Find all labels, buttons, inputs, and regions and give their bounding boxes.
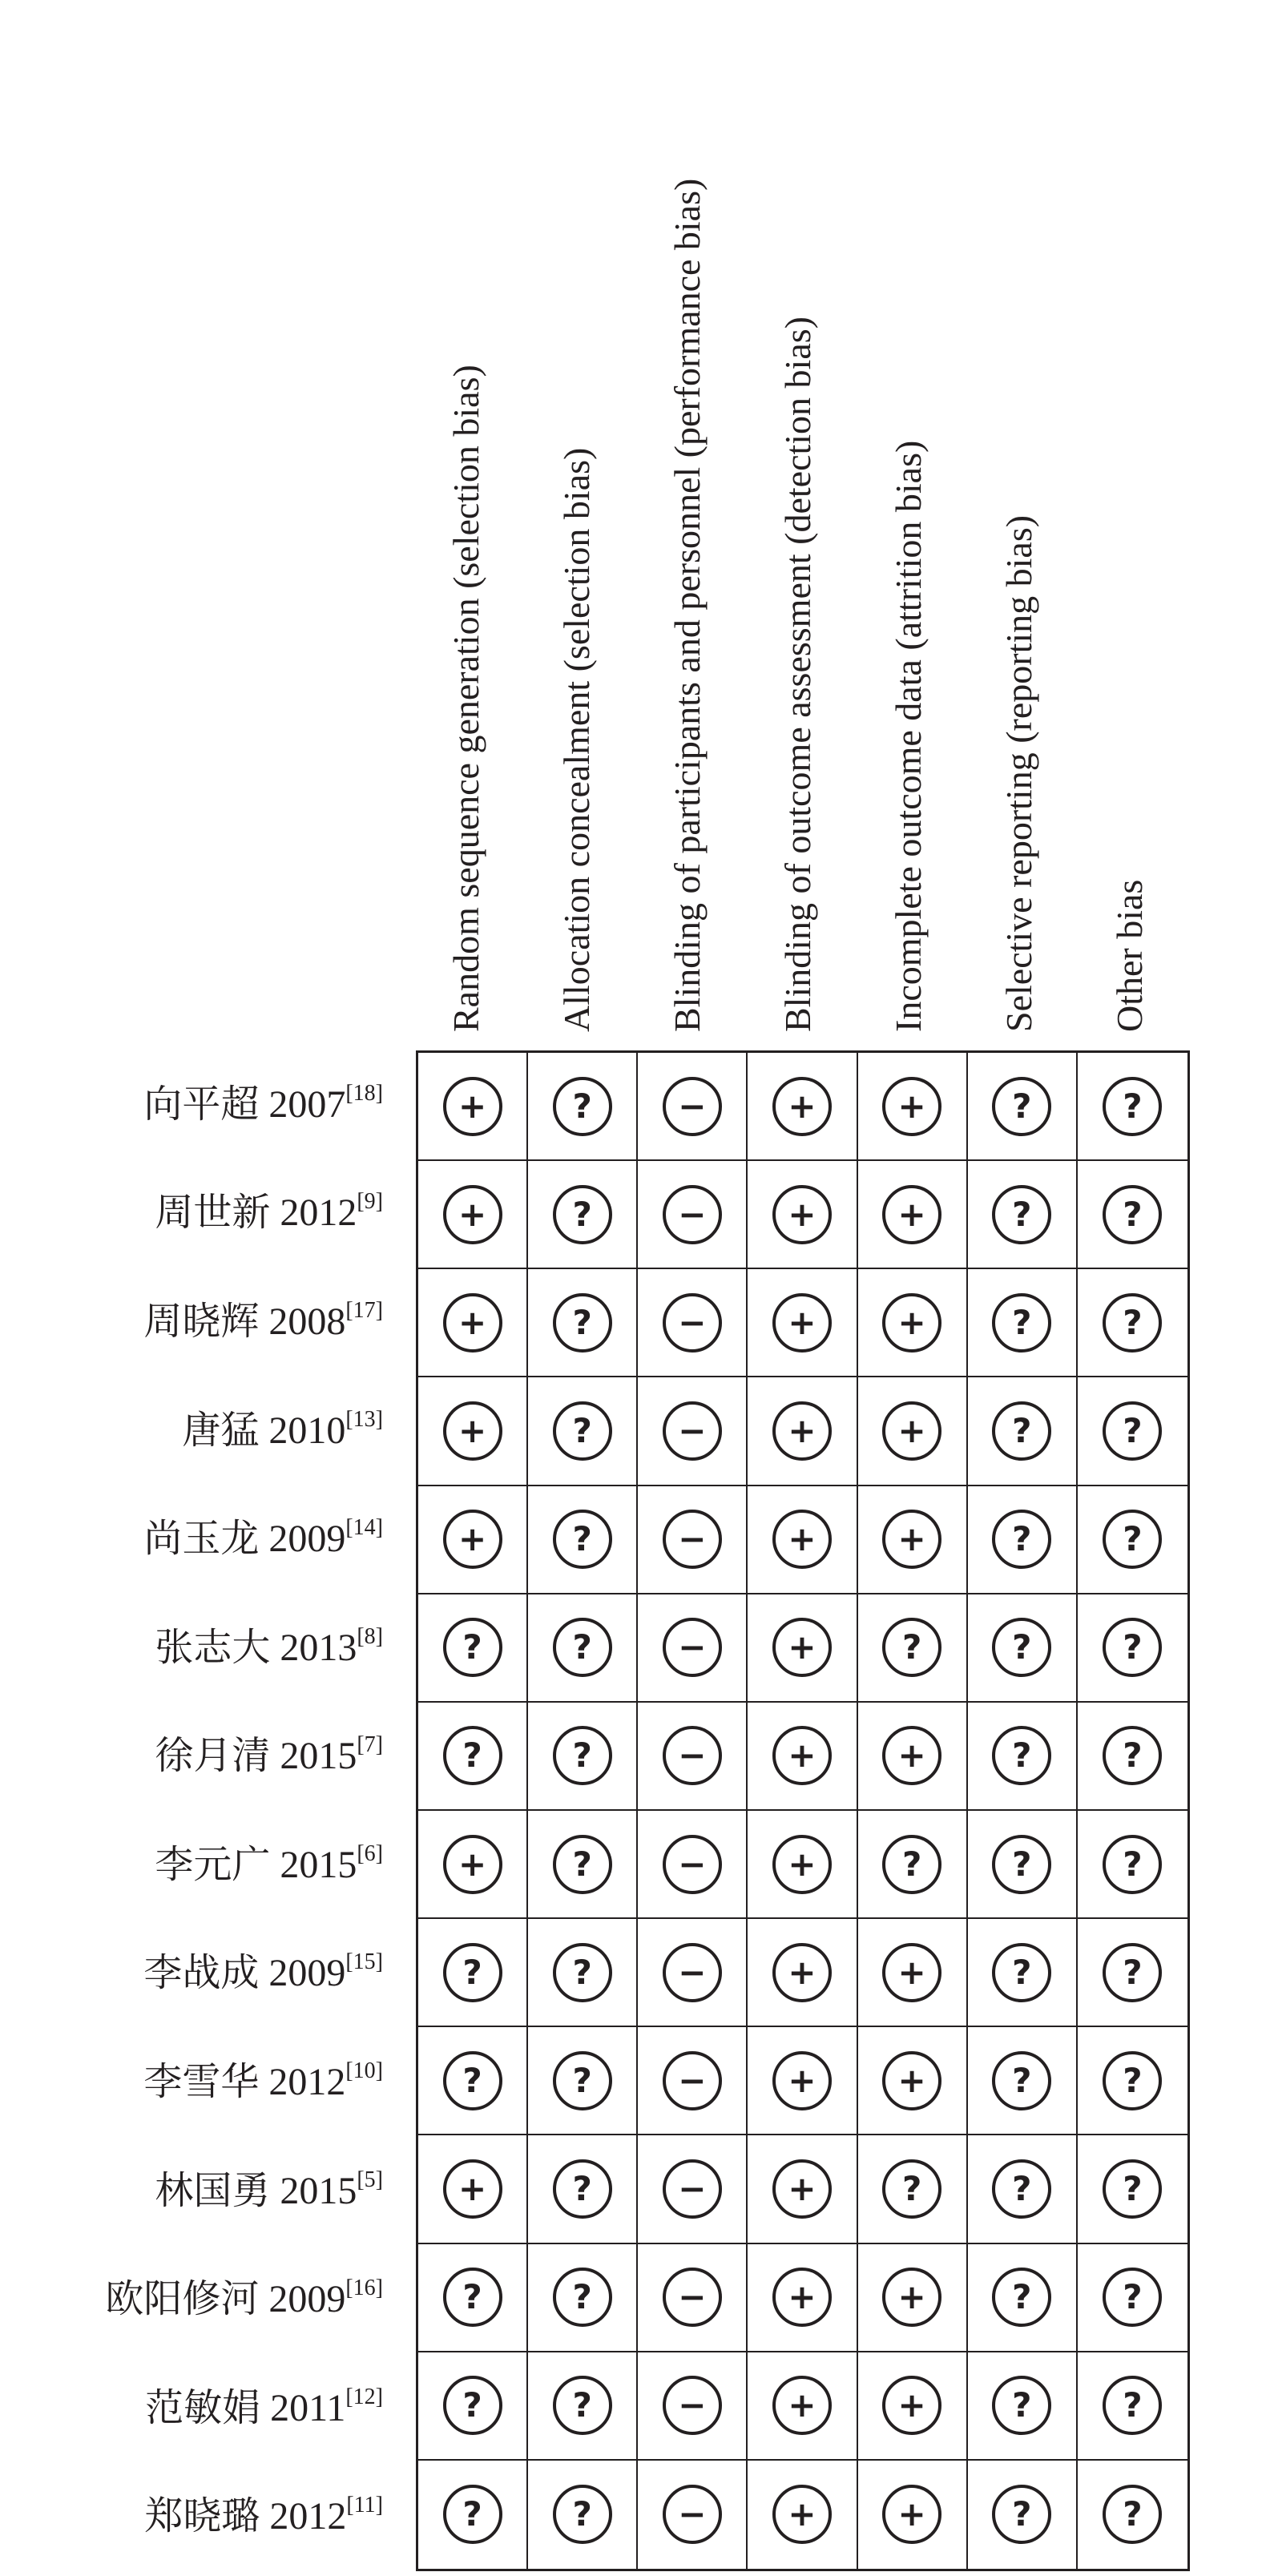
grid-cell <box>1078 1703 1187 1811</box>
study-label <box>0 1080 383 1126</box>
grid-cell <box>968 1703 1078 1811</box>
low-risk-icon: + <box>882 2376 941 2435</box>
unclear-risk-icon: ? <box>443 1618 502 1677</box>
high-risk-icon: − <box>663 1077 722 1136</box>
column-header-label: Blinding of outcome assessment (detection bias) <box>777 316 818 1032</box>
high-risk-icon: − <box>663 2485 722 2544</box>
high-risk-icon: − <box>663 1726 722 1785</box>
grid-cell <box>638 1486 748 1594</box>
grid-cell <box>1078 2352 1187 2461</box>
high-risk-icon: − <box>663 2159 722 2219</box>
unclear-risk-icon: ? <box>882 2159 941 2219</box>
low-risk-icon: + <box>772 1185 832 1244</box>
grid-cell <box>968 2461 1078 2569</box>
grid-cell <box>418 1919 528 2027</box>
low-risk-icon: + <box>772 1510 832 1569</box>
low-risk-icon: + <box>772 1293 832 1353</box>
unclear-risk-icon: ? <box>1103 1401 1162 1461</box>
high-risk-icon: − <box>663 1618 722 1677</box>
study-name: 周晓辉 2008 <box>143 1300 346 1343</box>
grid-cell <box>418 1269 528 1377</box>
unclear-risk-icon: ? <box>1103 1943 1162 2002</box>
grid-cell <box>748 1269 857 1377</box>
grid-cell <box>528 2027 638 2135</box>
grid-cell <box>748 2352 857 2461</box>
grid-cell <box>1078 1053 1187 1161</box>
grid-cell <box>1078 1269 1187 1377</box>
grid-cell <box>418 1486 528 1594</box>
low-risk-icon: + <box>882 2268 941 2327</box>
grid-cell <box>968 1161 1078 1269</box>
unclear-risk-icon: ? <box>1103 1726 1162 1785</box>
unclear-risk-icon: ? <box>553 2159 612 2219</box>
study-label <box>0 1189 383 1235</box>
study-label <box>0 1732 383 1778</box>
unclear-risk-icon: ? <box>553 1077 612 1136</box>
grid-cell <box>528 2461 638 2569</box>
unclear-risk-icon: ? <box>443 2376 502 2435</box>
unclear-risk-icon: ? <box>553 1185 612 1244</box>
study-label <box>0 1297 383 1343</box>
study-reference: [14] <box>345 1515 383 1541</box>
study-name: 欧阳修河 2009 <box>105 2278 346 2321</box>
unclear-risk-icon: ? <box>553 2051 612 2110</box>
grid-cell <box>528 2244 638 2352</box>
grid-cell <box>748 1703 857 1811</box>
high-risk-icon: − <box>663 2376 722 2435</box>
grid-cell <box>1078 1377 1187 1486</box>
unclear-risk-icon: ? <box>443 2268 502 2327</box>
high-risk-icon: − <box>663 2268 722 2327</box>
study-label <box>0 1840 383 1886</box>
column-header-label: Allocation concealment (selection bias) <box>556 447 597 1032</box>
grid-cell <box>418 1161 528 1269</box>
grid-cell <box>528 1486 638 1594</box>
grid-cell <box>528 2352 638 2461</box>
grid-cell <box>1078 1486 1187 1594</box>
grid-cell <box>638 2135 748 2243</box>
grid-cell <box>528 1377 638 1486</box>
grid-cell <box>748 2244 857 2352</box>
study-name: 李雪华 2012 <box>143 2060 346 2103</box>
grid-cell <box>638 2352 748 2461</box>
grid-cell <box>528 1594 638 1703</box>
low-risk-icon: + <box>772 2268 832 2327</box>
grid-cell <box>968 2352 1078 2461</box>
grid-cell <box>1078 1811 1187 1919</box>
study-label <box>0 1406 383 1452</box>
unclear-risk-icon: ? <box>553 1726 612 1785</box>
study-label <box>0 2276 383 2321</box>
grid-cell <box>528 1919 638 2027</box>
grid-cell <box>638 1053 748 1161</box>
unclear-risk-icon: ? <box>1103 1185 1162 1244</box>
grid-cell <box>638 1269 748 1377</box>
grid-cell <box>1078 2135 1187 2243</box>
unclear-risk-icon: ? <box>992 2485 1051 2544</box>
study-name: 郑晓璐 2012 <box>144 2495 347 2538</box>
low-risk-icon: + <box>772 2485 832 2544</box>
unclear-risk-icon: ? <box>882 1835 941 1894</box>
grid-cell <box>528 2135 638 2243</box>
unclear-risk-icon: ? <box>882 1618 941 1677</box>
low-risk-icon: + <box>772 1835 832 1894</box>
grid-cell <box>638 1594 748 1703</box>
unclear-risk-icon: ? <box>1103 2376 1162 2435</box>
low-risk-icon: + <box>772 2159 832 2219</box>
study-reference: [18] <box>345 1080 383 1106</box>
grid-cell <box>528 1703 638 1811</box>
grid-cell <box>968 1811 1078 1919</box>
unclear-risk-icon: ? <box>553 1401 612 1461</box>
study-label <box>0 2058 383 2103</box>
unclear-risk-icon: ? <box>992 2159 1051 2219</box>
study-label <box>0 1515 383 1561</box>
unclear-risk-icon: ? <box>992 1618 1051 1677</box>
low-risk-icon: + <box>443 1510 502 1569</box>
grid-cell <box>968 1594 1078 1703</box>
unclear-risk-icon: ? <box>992 2051 1051 2110</box>
grid-cell <box>858 1377 968 1486</box>
study-name: 尚玉龙 2009 <box>143 1518 346 1561</box>
grid-cell <box>418 1811 528 1919</box>
column-header-label: Selective reporting (reporting bias) <box>998 514 1039 1032</box>
grid-cell <box>1078 1161 1187 1269</box>
grid-cell <box>748 1161 857 1269</box>
grid-cell <box>968 1919 1078 2027</box>
grid-cell <box>528 1053 638 1161</box>
grid-cell <box>968 1269 1078 1377</box>
low-risk-icon: + <box>772 1618 832 1677</box>
study-reference: [10] <box>345 2058 383 2083</box>
grid-cell <box>528 1269 638 1377</box>
unclear-risk-icon: ? <box>1103 2485 1162 2544</box>
high-risk-icon: − <box>663 1293 722 1353</box>
grid-cell <box>748 1919 857 2027</box>
unclear-risk-icon: ? <box>443 1943 502 2002</box>
low-risk-icon: + <box>882 2485 941 2544</box>
grid-cell <box>968 1486 1078 1594</box>
low-risk-icon: + <box>882 1077 941 1136</box>
study-reference: [8] <box>357 1623 383 1649</box>
grid-cell <box>858 2244 968 2352</box>
study-name: 李战成 2009 <box>143 1952 346 1995</box>
study-name: 张志大 2013 <box>155 1626 357 1669</box>
unclear-risk-icon: ? <box>553 1510 612 1569</box>
grid-cell <box>748 1377 857 1486</box>
study-reference: [16] <box>345 2276 383 2301</box>
study-label <box>0 2493 383 2538</box>
unclear-risk-icon: ? <box>553 1293 612 1353</box>
study-name: 范敏娟 2011 <box>145 2386 346 2429</box>
grid-cell <box>968 1377 1078 1486</box>
grid-cell <box>1078 2461 1187 2569</box>
unclear-risk-icon: ? <box>553 2268 612 2327</box>
grid-cell <box>418 2135 528 2243</box>
unclear-risk-icon: ? <box>992 1943 1051 2002</box>
grid-cell <box>858 2135 968 2243</box>
unclear-risk-icon: ? <box>992 1726 1051 1785</box>
unclear-risk-icon: ? <box>553 2485 612 2544</box>
grid-cell <box>418 2244 528 2352</box>
high-risk-icon: − <box>663 1510 722 1569</box>
study-label <box>0 1623 383 1669</box>
study-reference: [7] <box>357 1732 383 1758</box>
grid-cell <box>858 1053 968 1161</box>
low-risk-icon: + <box>772 1401 832 1461</box>
unclear-risk-icon: ? <box>1103 1618 1162 1677</box>
low-risk-icon: + <box>772 1726 832 1785</box>
low-risk-icon: + <box>882 1293 941 1353</box>
high-risk-icon: − <box>663 1835 722 1894</box>
grid-cell <box>1078 2244 1187 2352</box>
unclear-risk-icon: ? <box>992 1185 1051 1244</box>
low-risk-icon: + <box>882 2051 941 2110</box>
low-risk-icon: + <box>443 1185 502 1244</box>
unclear-risk-icon: ? <box>992 1401 1051 1461</box>
grid-cell <box>748 2461 857 2569</box>
study-reference: [13] <box>345 1406 383 1432</box>
grid-cell <box>858 1919 968 2027</box>
study-reference: [12] <box>345 2384 383 2409</box>
study-name: 唐猛 2010 <box>182 1409 346 1452</box>
study-reference: [17] <box>345 1297 383 1323</box>
study-label <box>0 1949 383 1995</box>
low-risk-icon: + <box>882 1510 941 1569</box>
study-label <box>0 2384 383 2429</box>
study-reference: [11] <box>346 2493 383 2518</box>
low-risk-icon: + <box>443 1077 502 1136</box>
unclear-risk-icon: ? <box>992 1510 1051 1569</box>
grid-cell <box>858 1269 968 1377</box>
grid-cell <box>858 1703 968 1811</box>
unclear-risk-icon: ? <box>992 1293 1051 1353</box>
unclear-risk-icon: ? <box>553 1618 612 1677</box>
unclear-risk-icon: ? <box>443 2051 502 2110</box>
unclear-risk-icon: ? <box>992 2376 1051 2435</box>
grid-cell <box>418 1703 528 1811</box>
low-risk-icon: + <box>443 1293 502 1353</box>
unclear-risk-icon: ? <box>553 1943 612 2002</box>
unclear-risk-icon: ? <box>443 1726 502 1785</box>
grid-cell <box>858 1486 968 1594</box>
study-name: 林国勇 2015 <box>155 2169 357 2212</box>
grid-cell <box>858 1594 968 1703</box>
grid-cell <box>418 1377 528 1486</box>
unclear-risk-icon: ? <box>443 2485 502 2544</box>
unclear-risk-icon: ? <box>1103 1293 1162 1353</box>
column-header-label: Incomplete outcome data (attrition bias) <box>888 440 929 1032</box>
grid-cell <box>638 1919 748 2027</box>
high-risk-icon: − <box>663 1943 722 2002</box>
grid-cell <box>638 2461 748 2569</box>
grid-cell <box>748 1594 857 1703</box>
grid-cell <box>638 1811 748 1919</box>
unclear-risk-icon: ? <box>553 1835 612 1894</box>
study-label <box>0 2167 383 2212</box>
grid-cell <box>858 2461 968 2569</box>
unclear-risk-icon: ? <box>1103 2268 1162 2327</box>
grid-cell <box>748 1811 857 1919</box>
unclear-risk-icon: ? <box>1103 1077 1162 1136</box>
grid-cell <box>858 2352 968 2461</box>
grid-cell <box>748 2027 857 2135</box>
low-risk-icon: + <box>443 1401 502 1461</box>
column-header-label: Blinding of participants and personnel (performance bias) <box>667 178 708 1032</box>
low-risk-icon: + <box>772 2376 832 2435</box>
grid-cell <box>418 1594 528 1703</box>
unclear-risk-icon: ? <box>1103 1510 1162 1569</box>
grid-cell <box>418 2027 528 2135</box>
grid-cell <box>638 2244 748 2352</box>
grid-cell <box>418 1053 528 1161</box>
grid-cell <box>418 2352 528 2461</box>
grid-cell <box>748 2135 857 2243</box>
unclear-risk-icon: ? <box>1103 2159 1162 2219</box>
grid-cell <box>418 2461 528 2569</box>
study-reference: [9] <box>357 1189 383 1215</box>
grid-cell <box>1078 1919 1187 2027</box>
study-name: 徐月清 2015 <box>155 1735 357 1778</box>
low-risk-icon: + <box>882 1401 941 1461</box>
grid-cell <box>1078 2027 1187 2135</box>
grid-cell <box>858 1811 968 1919</box>
grid-cell <box>968 2135 1078 2243</box>
high-risk-icon: − <box>663 1185 722 1244</box>
low-risk-icon: + <box>443 2159 502 2219</box>
low-risk-icon: + <box>882 1726 941 1785</box>
grid-cell <box>748 1486 857 1594</box>
unclear-risk-icon: ? <box>553 2376 612 2435</box>
grid-cell <box>638 1703 748 1811</box>
grid-cell <box>528 1161 638 1269</box>
study-name: 周世新 2012 <box>155 1191 357 1235</box>
column-header-label: Random sequence generation (selection bias) <box>446 365 486 1032</box>
low-risk-icon: + <box>882 1943 941 2002</box>
grid-cell <box>968 2027 1078 2135</box>
study-name: 向平超 2007 <box>143 1082 346 1126</box>
unclear-risk-icon: ? <box>992 1835 1051 1894</box>
column-header-label: Other bias <box>1109 879 1150 1032</box>
unclear-risk-icon: ? <box>992 2268 1051 2327</box>
grid-cell <box>748 1053 857 1161</box>
low-risk-icon: + <box>772 1943 832 2002</box>
low-risk-icon: + <box>443 1835 502 1894</box>
judgement-grid <box>416 1050 1190 2571</box>
grid-cell <box>858 2027 968 2135</box>
study-name: 李元广 2015 <box>155 1843 357 1886</box>
grid-cell <box>968 2244 1078 2352</box>
grid-cell <box>858 1161 968 1269</box>
unclear-risk-icon: ? <box>992 1077 1051 1136</box>
high-risk-icon: − <box>663 1401 722 1461</box>
grid-cell <box>528 1811 638 1919</box>
unclear-risk-icon: ? <box>1103 1835 1162 1894</box>
study-reference: [6] <box>357 1840 383 1866</box>
study-reference: [15] <box>345 1949 383 1975</box>
high-risk-icon: − <box>663 2051 722 2110</box>
unclear-risk-icon: ? <box>1103 2051 1162 2110</box>
study-reference: [5] <box>357 2167 383 2192</box>
low-risk-icon: + <box>772 1077 832 1136</box>
grid-cell <box>638 1161 748 1269</box>
grid-cell <box>638 1377 748 1486</box>
grid-cell <box>968 1053 1078 1161</box>
low-risk-icon: + <box>772 2051 832 2110</box>
grid-cell <box>1078 1594 1187 1703</box>
grid-cell <box>638 2027 748 2135</box>
low-risk-icon: + <box>882 1185 941 1244</box>
